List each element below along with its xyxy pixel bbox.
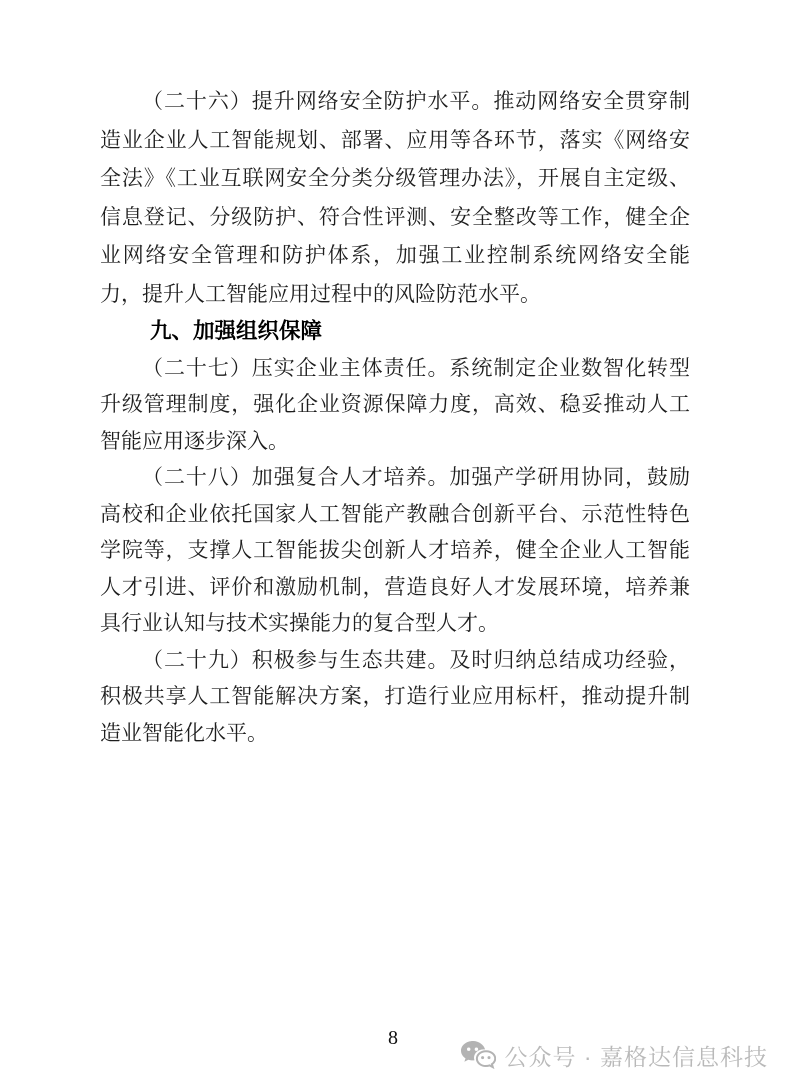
text-line: 学院等，支撑人工智能拔尖创新人才培养，健全企业人工智能 xyxy=(100,538,690,562)
text-line: 全法》《工业互联网安全分类分级管理办法》，开展自主定级、 xyxy=(100,166,690,190)
para-27 xyxy=(100,350,690,460)
text-line: 智能应用逐步深入。 xyxy=(100,428,289,453)
text-line: （二十七）压实企业主体责任。系统制定企业数智化转型 xyxy=(142,355,690,380)
para-29 xyxy=(100,642,690,752)
text-line: 力，提升人工智能应用过程中的风险防范水平。 xyxy=(100,281,541,306)
text-line: （二十九）积极参与生态共建。及时归纳总结成功经验， xyxy=(142,647,690,672)
text-line: 积极共享人工智能解决方案，打造行业应用标杆，推动提升制 xyxy=(100,684,690,708)
watermark xyxy=(460,1039,768,1072)
para-28 xyxy=(100,459,690,642)
document-body xyxy=(100,82,690,751)
heading-9 xyxy=(100,313,690,350)
wechat-icon xyxy=(460,1040,496,1071)
text-line: （二十八）加强复合人才培养。加强产学研用协同，鼓励 xyxy=(142,465,690,489)
text-line: 造业企业人工智能规划、部署、应用等各环节，落实《网络安 xyxy=(100,127,690,152)
text-line: 信息登记、分级防护、符合性评测、安全整改等工作，健全企 xyxy=(100,204,690,229)
text-line: 人才引进、评价和激励机制，营造良好人才发展环境，培养兼 xyxy=(100,574,690,599)
watermark-text: 公众号 · 嘉格达信息科技 xyxy=(504,1044,768,1070)
page-number: 8 xyxy=(388,1027,398,1049)
text-line: （二十六）提升网络安全防护水平。推动网络安全贯穿制 xyxy=(142,89,690,113)
text-line: 业网络安全管理和防护体系，加强工业控制系统网络安全能 xyxy=(100,243,690,267)
text-line: 具行业认知与技术实操能力的复合型人才。 xyxy=(100,611,499,635)
text-line: 造业智能化水平。 xyxy=(100,720,268,745)
para-26 xyxy=(100,82,690,313)
text-line: 九、加强组织保障 xyxy=(150,319,323,343)
text-line: 高校和企业依托国家人工智能产教融合创新平台、示范性特色 xyxy=(100,501,690,526)
text-line: 升级管理制度，强化企业资源保障力度，高效、稳妥推动人工 xyxy=(100,392,690,416)
